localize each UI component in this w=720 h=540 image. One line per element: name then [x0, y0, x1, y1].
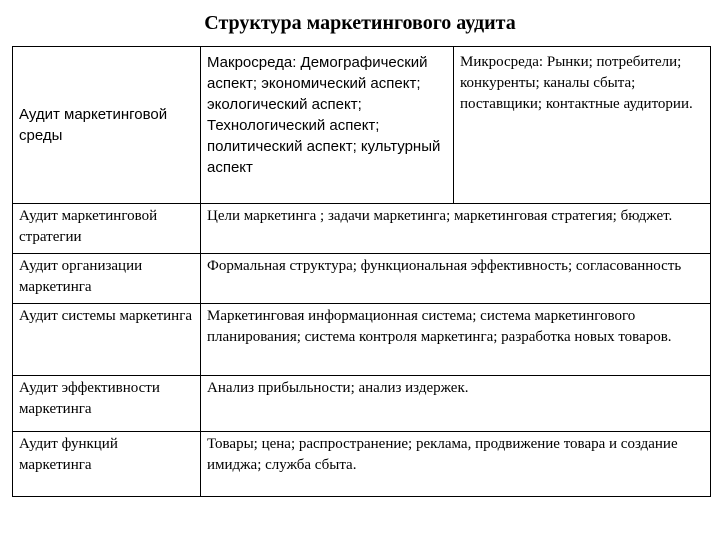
row-label: Аудит организации маркетинга [13, 254, 201, 304]
table-row [13, 204, 711, 254]
row-content: Маркетинговая информационная система; система маркетингового планирования; система контроля маркетинга; разработка новых товаров. [201, 304, 711, 376]
macro-environment-cell: Макросреда: Демографический аспект; экономический аспект; экологический аспект; Технологический аспект; политический аспект; культурный аспект [201, 47, 454, 204]
row-content: Цели маркетинга ; задачи маркетинга; маркетинговая стратегия; бюджет. [201, 204, 711, 254]
row-label: Аудит функций маркетинга [13, 432, 201, 497]
table-row [13, 376, 711, 432]
row-content: Товары; цена; распространение; реклама, продвижение товара и создание имиджа; служба сбыта. [201, 432, 711, 497]
table-row [13, 304, 711, 376]
row-label: Аудит системы маркетинга [13, 304, 201, 376]
page-title: Структура маркетингового аудита [204, 12, 516, 34]
row-content: Формальная структура; функциональная эффективность; согласованность [201, 254, 711, 304]
table-row [13, 254, 711, 304]
audit-structure-table [12, 46, 711, 497]
table-row [13, 432, 711, 497]
row-content: Анализ прибыльности; анализ издержек. [201, 376, 711, 432]
row-label: Аудит эффективности маркетинга [13, 376, 201, 432]
table-row [13, 47, 711, 204]
micro-environment-cell: Микросреда: Рынки; потребители; конкуренты; каналы сбыта; поставщики; контактные аудитории. [454, 47, 711, 204]
row-label: Аудит маркетинговой среды [13, 47, 201, 204]
row-label: Аудит маркетинговой стратегии [13, 204, 201, 254]
